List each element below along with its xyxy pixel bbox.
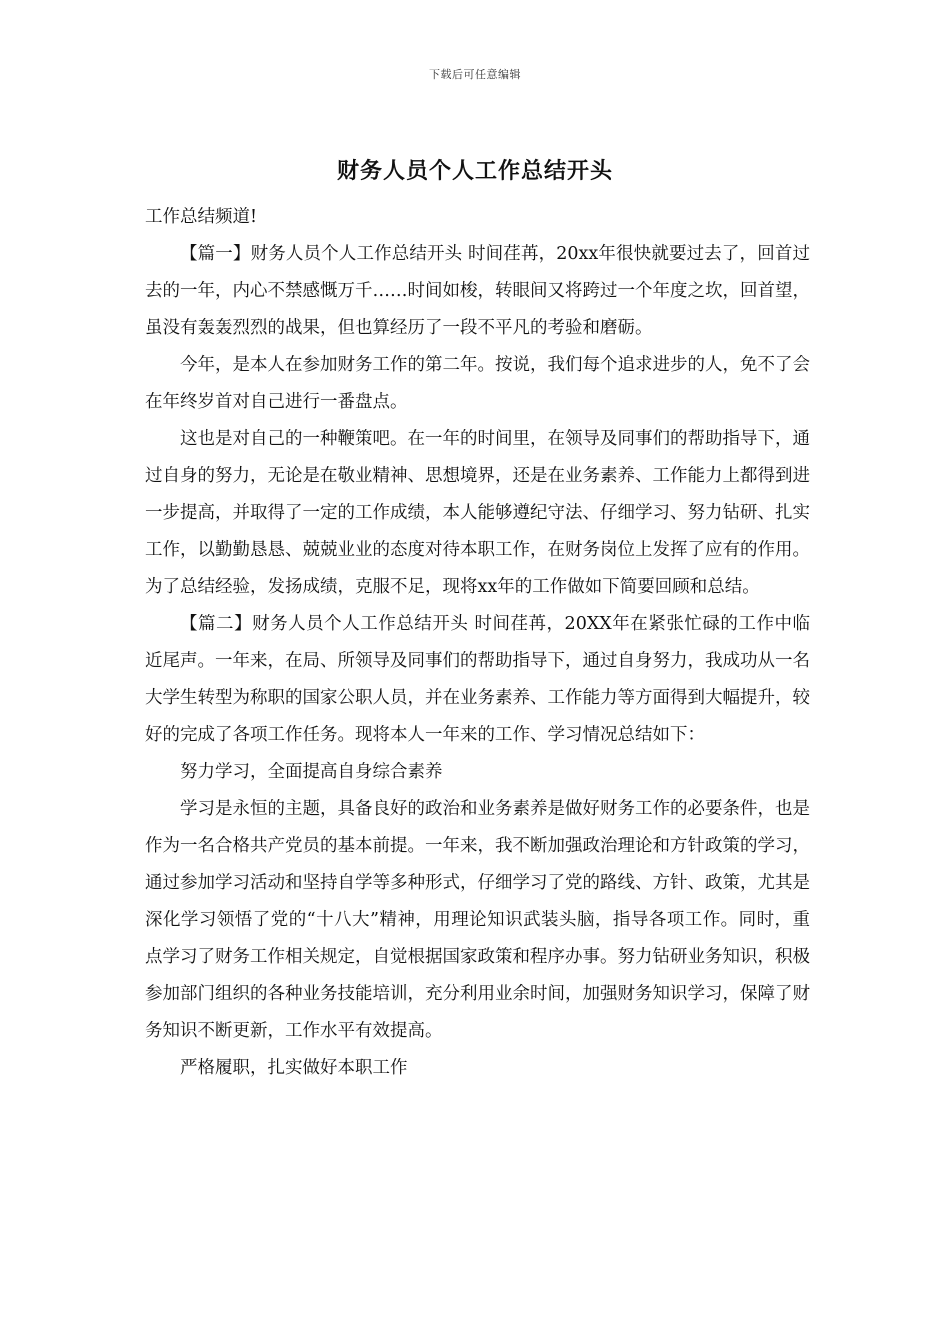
paragraph-self-encouragement: 这也是对自己的一种鞭策吧。在一年的时间里，在领导及同事们的帮助指导下，通过自身的努力，无论是在敬业精神、思想境界，还是在业务素养、工作能力上都得到进一步提高，并取得了一定的工作成绩，本人能够遵纪守法、仔细学习、努力钻研、扎实工作，以勤勤恳恳、兢兢业业的态度对待本职工作，在财务岗位上发挥了应有的作用。为了总结经验，发扬成绩，克服不足，现将xx年的工作做如下简要回顾和总结。 xyxy=(145,429,810,597)
subheading-duty: 严格履职，扎实做好本职工作 xyxy=(180,1058,408,1078)
subheading-study: 努力学习，全面提高自身综合素养 xyxy=(180,762,443,782)
document-title: 财务人员个人工作总结开头 xyxy=(336,158,613,184)
document-body xyxy=(145,199,810,1087)
paragraph-part-one: 【篇一】财务人员个人工作总结开头 时间荏苒，20xx年很快就要过去了，回首过去的一年，内心不禁感慨万千……时间如梭，转眼间又将跨过一个年度之坎，回首望，虽没有轰轰烈烈的战果，但也算经历了一段不平凡的考验和磨砺。 xyxy=(145,244,810,338)
paragraph-study: 学习是永恒的主题，具备良好的政治和业务素养是做好财务工作的必要条件，也是作为一名合格共产党员的基本前提。一年来，我不断加强政治理论和方针政策的学习，通过参加学习活动和坚持自学等多种形式，仔细学习了党的路线、方针、政策，尤其是深化学习领悟了党的“十八大”精神，用理论知识武装头脑，指导各项工作。同时，重点学习了财务工作相关规定，自觉根据国家政策和程序办事。努力钻研业务知识，积极参加部门组织的各种业务技能培训，充分利用业余时间，加强财务知识学习，保障了财务知识不断更新，工作水平有效提高。 xyxy=(145,799,810,1041)
intro-line: 工作总结频道! xyxy=(145,207,258,227)
paragraph-this-year: 今年，是本人在参加财务工作的第二年。按说，我们每个追求进步的人，免不了会在年终岁首对自己进行一番盘点。 xyxy=(145,355,810,412)
header-note: 下载后可任意编辑 xyxy=(429,68,521,81)
paragraph-part-two: 【篇二】财务人员个人工作总结开头 时间荏苒，20XX年在紧张忙碌的工作中临近尾声。一年来，在局、所领导及同事们的帮助指导下，通过自身努力，我成功从一名大学生转型为称职的国家公职人员，并在业务素养、工作能力等方面得到大幅提升，较好的完成了各项工作任务。现将本人一年来的工作、学习情况总结如下： xyxy=(145,614,810,745)
